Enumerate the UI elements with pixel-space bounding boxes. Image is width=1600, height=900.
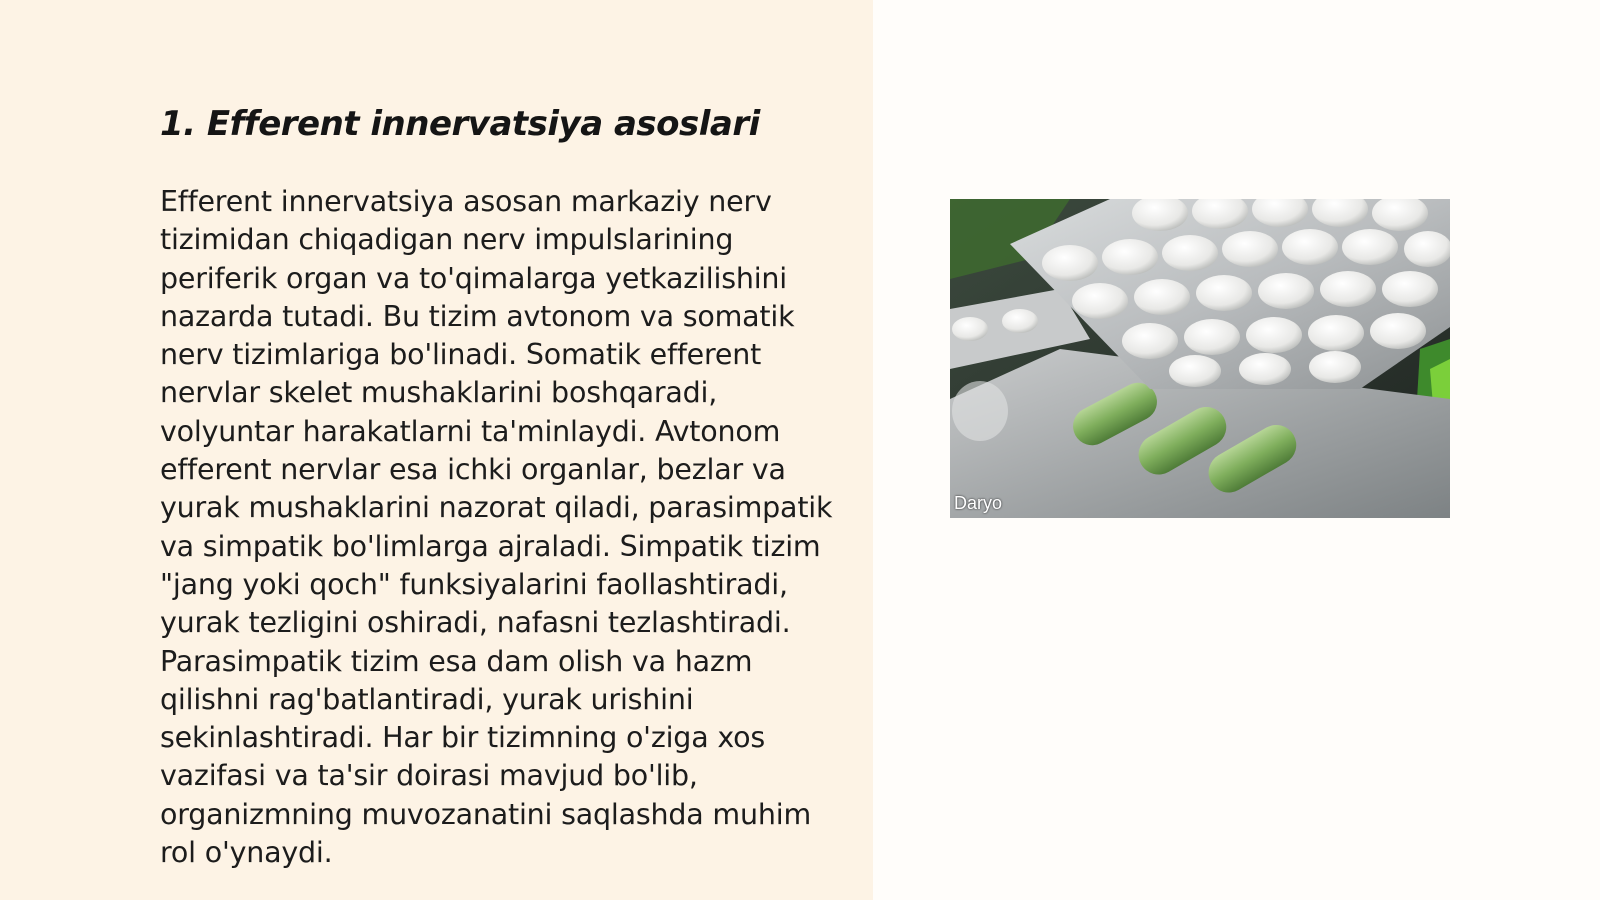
pill-blister-illustration [950,199,1450,518]
slide-title: 1. Efferent innervatsiya asoslari [160,104,760,144]
photo-credit: Daryo [954,493,1003,513]
pill-blister-photo [950,199,1450,518]
slide-body-text: Efferent innervatsiya asosan markaziy nerv tizimidan chiqadigan nerv impulslarining periferik organ va to'qimalarga yetkazilishini nazarda tutadi. Bu tizim avtonom va somatik nerv tizimlariga bo'linadi. Somatik efferent nervlar skelet mushaklarini boshqaradi, volyuntar harakatlarni ta'minlaydi. Avtonom efferent nervlar esa ichki organlar, bezlar va yurak mushaklarini nazorat qiladi, parasimpatik va simpatik bo'limlarga ajraladi. Simpatik tizim "jang yoki qoch" funksiyalarini faollashtiradi, yurak tezligini oshiradi, nafasni tezlashtiradi. Parasimpatik tizim esa dam olish va hazm qilishni rag'batlantiradi, yurak urishini sekinlashtiradi. Har bir tizimning o'ziga xos vazifasi va ta'sir doirasi mavjud bo'lib, organizmning muvozanatini saqlashda muhim rol o'ynaydi. [160,185,833,870]
